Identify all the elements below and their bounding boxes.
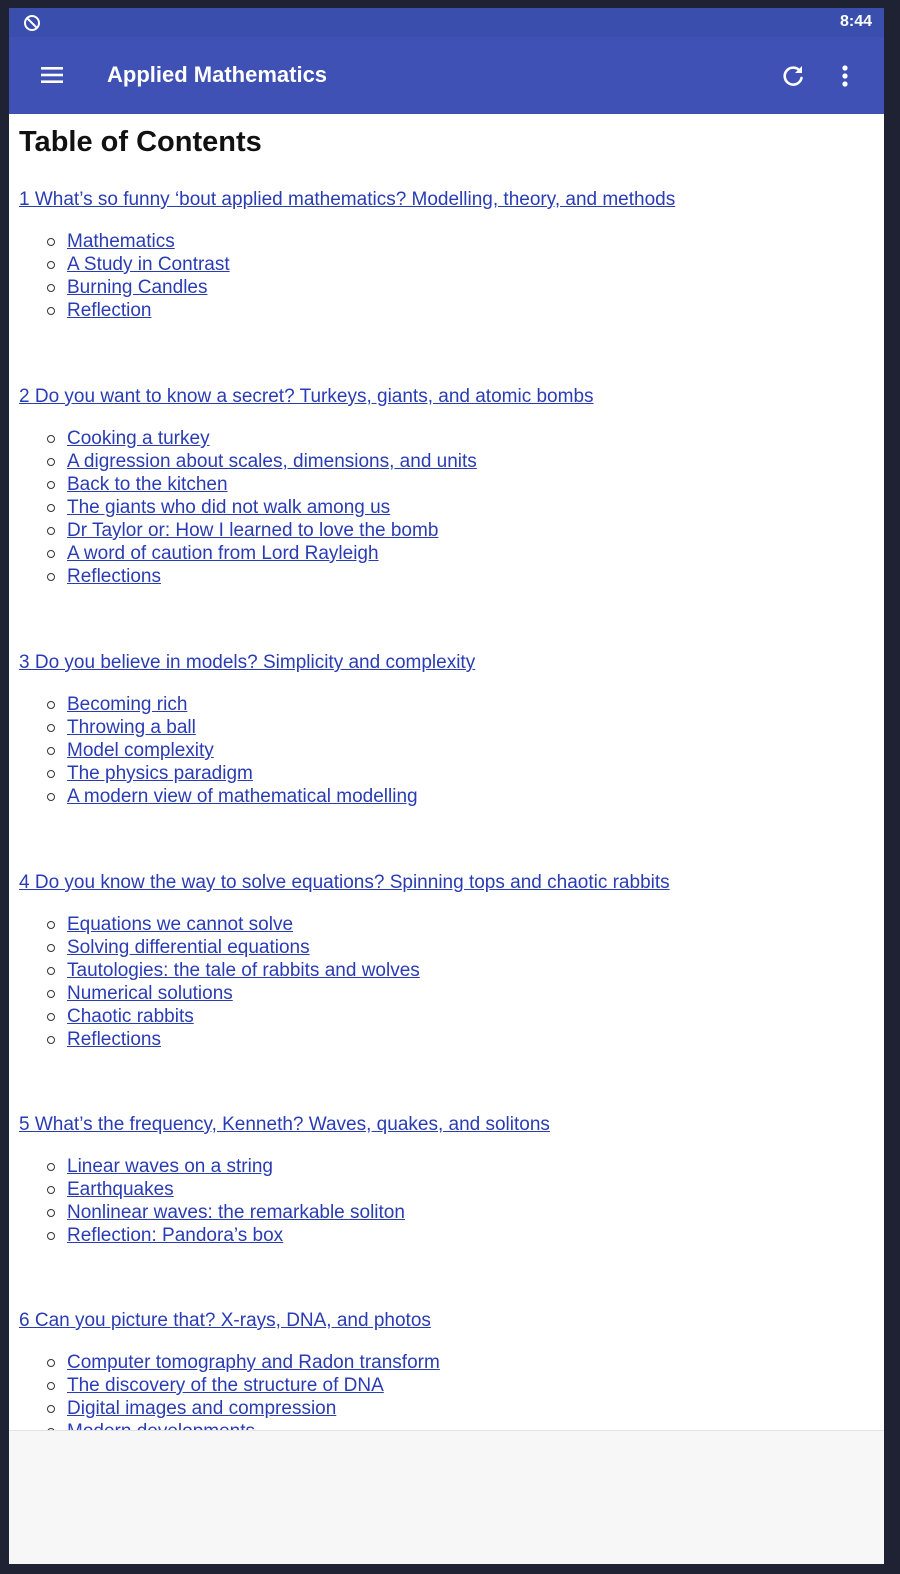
section-link[interactable]: Throwing a ball [67, 717, 196, 738]
chapter-section [19, 1113, 550, 1247]
chapter-section [19, 651, 475, 808]
toc-content [9, 114, 884, 1430]
section-list [19, 427, 594, 588]
section-link[interactable]: Model complexity [67, 740, 214, 761]
chapter-link[interactable]: 1 What’s so funny ‘bout applied mathematics? Modelling, theory, and methods [19, 189, 676, 210]
section-link[interactable]: Dr Taylor or: How I learned to love the bomb [67, 520, 439, 541]
section-list [19, 230, 675, 322]
refresh-icon[interactable] [779, 62, 807, 90]
list-item [19, 1028, 670, 1051]
section-link[interactable]: Burning Candles [67, 277, 208, 298]
device-screen [9, 8, 884, 1563]
section-link[interactable]: Solving differential equations [67, 937, 310, 958]
more-vertical-icon[interactable] [835, 62, 855, 90]
status-time: 8:44 [839, 13, 872, 30]
chapter-section [19, 871, 670, 1051]
chapter-link[interactable]: 3 Do you believe in models? Simplicity and complexity [19, 652, 476, 673]
list-item [19, 785, 475, 808]
section-link[interactable]: Cooking a turkey [67, 428, 210, 449]
list-item [19, 739, 475, 762]
section-link[interactable]: Numerical solutions [67, 983, 233, 1004]
list-item [19, 473, 594, 496]
section-link[interactable]: A modern view of mathematical modelling [67, 786, 418, 807]
section-link[interactable]: Becoming rich [67, 694, 188, 715]
section-link[interactable]: Mathematics [67, 231, 175, 252]
list-item [19, 276, 675, 299]
list-item [19, 1224, 550, 1247]
app-title: Applied Mathematics [107, 62, 328, 87]
list-item [19, 565, 594, 588]
section-link[interactable]: Back to the kitchen [67, 474, 228, 495]
list-item [19, 1178, 550, 1201]
section-link[interactable]: A Study in Contrast [67, 254, 230, 275]
list-item [19, 1005, 670, 1028]
chapter-section [19, 385, 594, 588]
list-item [19, 1397, 440, 1420]
list-item [19, 913, 670, 936]
list-item [19, 450, 594, 473]
list-item [19, 1374, 440, 1397]
status-bar [9, 8, 884, 37]
list-item [19, 1201, 550, 1224]
list-item [19, 1155, 550, 1178]
section-link[interactable]: A digression about scales, dimensions, and units [67, 451, 477, 472]
hamburger-menu-icon[interactable] [39, 63, 65, 87]
section-link[interactable]: Earthquakes [67, 1179, 174, 1200]
app-bar [9, 37, 884, 114]
section-link[interactable]: Reflections [67, 1029, 161, 1050]
list-item [19, 496, 594, 519]
list-item [19, 959, 670, 982]
list-item [19, 299, 675, 322]
list-item [19, 1351, 440, 1374]
chapter-link[interactable]: 2 Do you want to know a secret? Turkeys, giants, and atomic bombs [19, 386, 594, 407]
section-link[interactable]: The giants who did not walk among us [67, 497, 391, 518]
section-link[interactable]: Computer tomography and Radon transform [67, 1352, 440, 1373]
list-item [19, 230, 675, 253]
toc-heading: Table of Contents [19, 126, 262, 158]
chapter-section [19, 188, 675, 322]
list-item [19, 716, 475, 739]
section-link[interactable]: Reflections [67, 566, 161, 587]
list-item [19, 936, 670, 959]
section-list [19, 1155, 550, 1247]
list-item [19, 542, 594, 565]
do-not-disturb-icon [23, 14, 41, 32]
section-link[interactable]: Digital images and compression [67, 1398, 337, 1419]
section-list [19, 913, 670, 1051]
list-item [19, 427, 594, 450]
section-link[interactable]: The discovery of the structure of DNA [67, 1375, 384, 1396]
chapter-link[interactable]: 5 What’s the frequency, Kenneth? Waves, quakes, and solitons [19, 1114, 550, 1135]
section-link[interactable]: Nonlinear waves: the remarkable soliton [67, 1202, 405, 1223]
section-link[interactable]: A word of caution from Lord Rayleigh [67, 543, 379, 564]
list-item [19, 519, 594, 542]
chapter-link[interactable]: 4 Do you know the way to solve equations? Spinning tops and chaotic rabbits [19, 872, 670, 893]
list-item [19, 982, 670, 1005]
list-item [19, 693, 475, 716]
chapter-link[interactable]: 6 Can you picture that? X-rays, DNA, and photos [19, 1310, 431, 1331]
section-link[interactable]: The physics paradigm [67, 763, 253, 784]
section-list [19, 693, 475, 808]
section-link[interactable]: Reflection [67, 300, 152, 321]
section-link[interactable]: Tautologies: the tale of rabbits and wolves [67, 960, 420, 981]
section-link[interactable]: Reflection: Pandora’s box [67, 1225, 284, 1246]
section-link[interactable]: Chaotic rabbits [67, 1006, 194, 1027]
section-link[interactable]: Equations we cannot solve [67, 914, 294, 935]
bottom-panel [9, 1430, 884, 1564]
section-link[interactable]: Linear waves on a string [67, 1156, 273, 1177]
list-item [19, 253, 675, 276]
list-item [19, 762, 475, 785]
chapter-section [19, 1309, 440, 1443]
